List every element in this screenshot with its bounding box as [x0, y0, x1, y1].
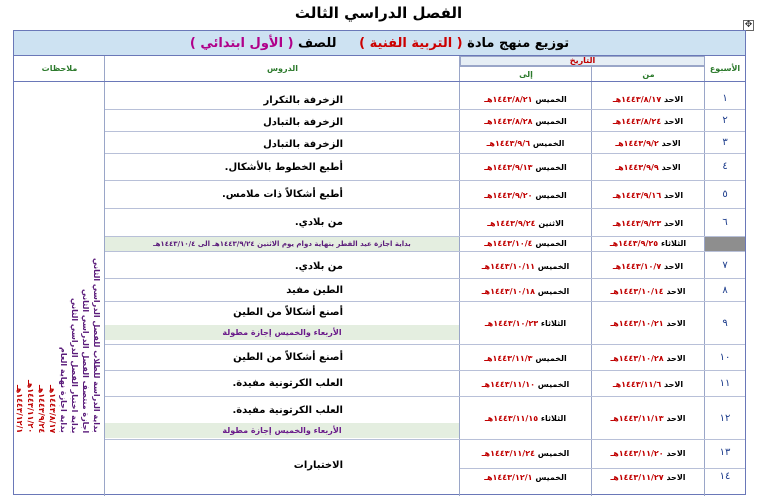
weekday-label: الاثنين: [538, 219, 564, 228]
to-date: [460, 191, 591, 200]
weekday-label: الاحد: [666, 473, 686, 482]
lesson-title: أصنع أشكالاً من الطين: [233, 307, 343, 318]
hijri-date: ١٤٤٣/٩/٢٣هـ: [612, 219, 662, 228]
weekday-label: الاحد: [666, 414, 686, 423]
hijri-date: ١٤٤٣/١١/٦هـ: [612, 380, 662, 389]
from-date: [592, 414, 704, 423]
hijri-date: ١٤٤٣/١٠/٢٣هـ: [484, 319, 539, 328]
hijri-date: ١٤٤٣/١٠/١٨هـ: [481, 287, 535, 296]
weekday-label: الاحد: [666, 319, 686, 328]
weekday-label: الخميس: [532, 139, 565, 148]
weekday-label: الثلاثاء: [540, 319, 567, 328]
hijri-date: ١٤٤٣/٩/٢هـ: [615, 139, 659, 148]
lesson-title: أصنع أشكالاً من الطين: [233, 352, 343, 363]
to-date: [460, 219, 591, 228]
col-header-from: من: [642, 70, 655, 79]
hijri-date: ١٤٤٣/١٢/١هـ: [484, 473, 533, 482]
week-number: ٦: [722, 217, 728, 228]
from-date: [592, 117, 704, 126]
weekday-label: الخميس: [535, 117, 567, 126]
side-note-line: بداية الدراسة للطلاب للفصل الدراسي الثاني: [92, 258, 101, 433]
weekday-label: الاحد: [666, 449, 686, 458]
lesson-title: العلب الكرتونية مفيدة.: [232, 378, 343, 389]
from-date: [592, 95, 704, 104]
week-number: ١١: [719, 378, 731, 389]
to-date: [460, 163, 591, 172]
heading-prefix: توزيع منهج مادة: [467, 36, 570, 51]
lesson-title: أطبع أشكالاً ذات ملامس.: [221, 189, 343, 200]
col-header-to: إلى: [519, 70, 533, 79]
week-number: ٩: [722, 318, 728, 329]
week-number: ٢: [722, 115, 728, 126]
side-note-line: بداية اجازة نهاية العام: [59, 347, 68, 433]
hijri-date: ١٤٤٣/١١/١٥هـ: [484, 414, 539, 423]
weekday-label: الاحد: [664, 117, 684, 126]
weekday-label: الاحد: [666, 354, 686, 363]
hijri-date: ١٤٤٣/١١/٢٤هـ: [481, 449, 535, 458]
hijri-date: ١٤٤٣/٩/٢٥هـ: [609, 239, 659, 248]
exams-label: الاختبارات: [293, 460, 343, 471]
heading-subject: ( التربية الفنية ): [359, 36, 463, 51]
weekday-label: الاحد: [664, 262, 684, 271]
table-move-handle-icon[interactable]: ✥: [744, 20, 753, 30]
holiday-week-cell: [705, 237, 745, 251]
col-header-week: الأسبوع: [709, 64, 741, 73]
weekday-label: الاحد: [661, 163, 681, 172]
weekday-label: الخميس: [535, 191, 567, 200]
lesson-title: الزخرفة بالتبادل: [263, 117, 343, 128]
weekday-label: الخميس: [535, 239, 567, 248]
side-note-date: ١٤٤٣/١١/٢٠هـ: [26, 379, 35, 433]
hijri-date: ١٤٤٣/٩/٩هـ: [615, 163, 659, 172]
from-date: [592, 262, 704, 271]
hijri-date: ١٤٤٣/١١/٣هـ: [484, 354, 533, 363]
heading-grade-label: للصف: [298, 36, 337, 51]
curriculum-table: [13, 30, 746, 495]
hijri-date: ١٤٤٣/٨/١٧هـ: [612, 95, 662, 104]
page-title: الفصل الدراسي الثالث: [294, 4, 463, 22]
lesson-title: أطبع الخطوط بالأشكال.: [224, 162, 343, 173]
hijri-date: ١٤٤٣/٩/٢٤هـ: [487, 219, 536, 228]
week-number: ١: [722, 93, 728, 104]
from-date: [592, 287, 704, 296]
lesson-title: الزخرفة بالتكرار: [263, 95, 343, 106]
weekday-label: الخميس: [537, 262, 570, 271]
hijri-date: ١٤٤٣/٨/٢١هـ: [484, 95, 533, 104]
to-date: [460, 473, 591, 482]
to-date: [460, 239, 591, 248]
hijri-date: ١٤٤٣/١٠/٧هـ: [612, 262, 662, 271]
weekday-label: الاحد: [664, 219, 684, 228]
from-date: [592, 163, 704, 172]
extended-holiday-note: الأربعاء والخميس إجازة مطولة: [105, 423, 459, 438]
weekday-label: الثلاثاء: [660, 239, 687, 248]
week-number: ٣: [722, 137, 728, 148]
weekday-label: الاحد: [664, 95, 684, 104]
weekday-label: الخميس: [535, 163, 567, 172]
hijri-date: ١٤٤٣/١٠/١١هـ: [481, 262, 535, 271]
side-note-date: ١٤٤٣/٨/١٧هـ: [48, 384, 57, 433]
from-date: [592, 319, 704, 328]
weekday-label: الخميس: [535, 473, 567, 482]
hijri-date: ١٤٤٣/١٠/١٤هـ: [610, 287, 664, 296]
lesson-title: من بلادي.: [294, 217, 343, 228]
hijri-date: ١٤٤٣/٩/٦هـ: [486, 139, 531, 148]
from-date: [592, 239, 704, 248]
hijri-date: ١٤٤٣/١٠/٢١هـ: [610, 319, 664, 328]
week-number: ٨: [722, 285, 728, 296]
col-header-date: التاريخ: [569, 56, 596, 65]
to-date: [460, 354, 591, 363]
col-header-lessons: الدروس: [267, 64, 298, 73]
to-date: [460, 319, 591, 328]
from-date: [592, 219, 704, 228]
weekday-label: الخميس: [535, 95, 567, 104]
from-date: [592, 380, 704, 389]
hijri-date: ١٤٤٣/١٠/٤هـ: [484, 239, 533, 248]
weekday-label: الاحد: [666, 287, 686, 296]
side-note-date: ١٤٤٣/٩/٢٤هـ: [37, 384, 46, 433]
week-number: ٧: [722, 260, 728, 271]
hijri-date: ١٤٤٣/٨/٢٨هـ: [484, 117, 533, 126]
lesson-title: العلب الكرتونية مفيدة.: [232, 405, 343, 416]
hijri-date: ١٤٤٣/١٠/٢٨هـ: [610, 354, 664, 363]
from-date: [592, 354, 704, 363]
week-number: ٤: [722, 161, 728, 172]
to-date: [460, 95, 591, 104]
to-date: [460, 414, 591, 423]
extended-holiday-note: الأربعاء والخميس إجازة مطولة: [105, 325, 459, 340]
week-number: ٥: [722, 189, 728, 200]
side-notes: [16, 133, 102, 433]
side-note-line: بداية اختبار الفصل الدراسي الثاني: [70, 297, 79, 433]
weekday-label: الاحد: [664, 380, 684, 389]
to-date: [460, 139, 591, 148]
week-number: ١٢: [719, 413, 731, 424]
hijri-date: ١٤٤٣/٩/٢٠هـ: [484, 191, 533, 200]
weekday-label: الخميس: [537, 287, 570, 296]
side-note-date: ١٤٤٣/١٢/١هـ: [15, 384, 24, 433]
weekday-label: الثلاثاء: [540, 414, 567, 423]
weekday-label: الاحد: [664, 191, 684, 200]
to-date: [460, 262, 591, 271]
side-note-line: اجازة منتصف الفصل الدراسي الثاني: [81, 288, 90, 433]
week-number: ١٤: [719, 471, 731, 482]
col-header-notes: ملاحظات: [41, 64, 78, 73]
hijri-date: ١٤٤٣/١١/١٣هـ: [610, 414, 664, 423]
weekday-label: الخميس: [537, 449, 570, 458]
from-date: [592, 449, 704, 458]
hijri-date: ١٤٤٣/١١/١٠هـ: [481, 380, 535, 389]
to-date: [460, 287, 591, 296]
hijri-date: ١٤٤٣/١١/٢٠هـ: [610, 449, 664, 458]
weekday-label: الاحد: [661, 139, 681, 148]
from-date: [592, 473, 704, 482]
lesson-title: من بلادي.: [294, 261, 343, 272]
week-number: ١٠: [719, 352, 731, 363]
from-date: [592, 191, 704, 200]
hijri-date: ١٤٤٣/٩/١٦هـ: [612, 191, 662, 200]
weekday-label: الخميس: [535, 354, 567, 363]
from-date: [592, 139, 704, 148]
week-number: ١٣: [719, 447, 731, 458]
table-heading: [14, 31, 745, 56]
lesson-title: الزخرفة بالتبادل: [263, 139, 343, 150]
hijri-date: ١٤٤٣/١١/٢٧هـ: [610, 473, 664, 482]
hijri-date: ١٤٤٣/٩/١٣هـ: [484, 163, 533, 172]
lesson-title: الطين مفيد: [286, 285, 343, 296]
to-date: [460, 380, 591, 389]
hijri-date: ١٤٤٣/٨/٢٤هـ: [612, 117, 662, 126]
weekday-label: الخميس: [537, 380, 570, 389]
to-date: [460, 117, 591, 126]
heading-grade: ( الأول ابتدائي ): [189, 36, 294, 51]
to-date: [460, 449, 591, 458]
eid-holiday-note: بداية اجازة عيد الفطر بنهاية دوام يوم الاثنين ١٤٤٣/٩/٢٤هـ الى ١٤٤٣/١٠/٤هـ: [105, 237, 459, 251]
